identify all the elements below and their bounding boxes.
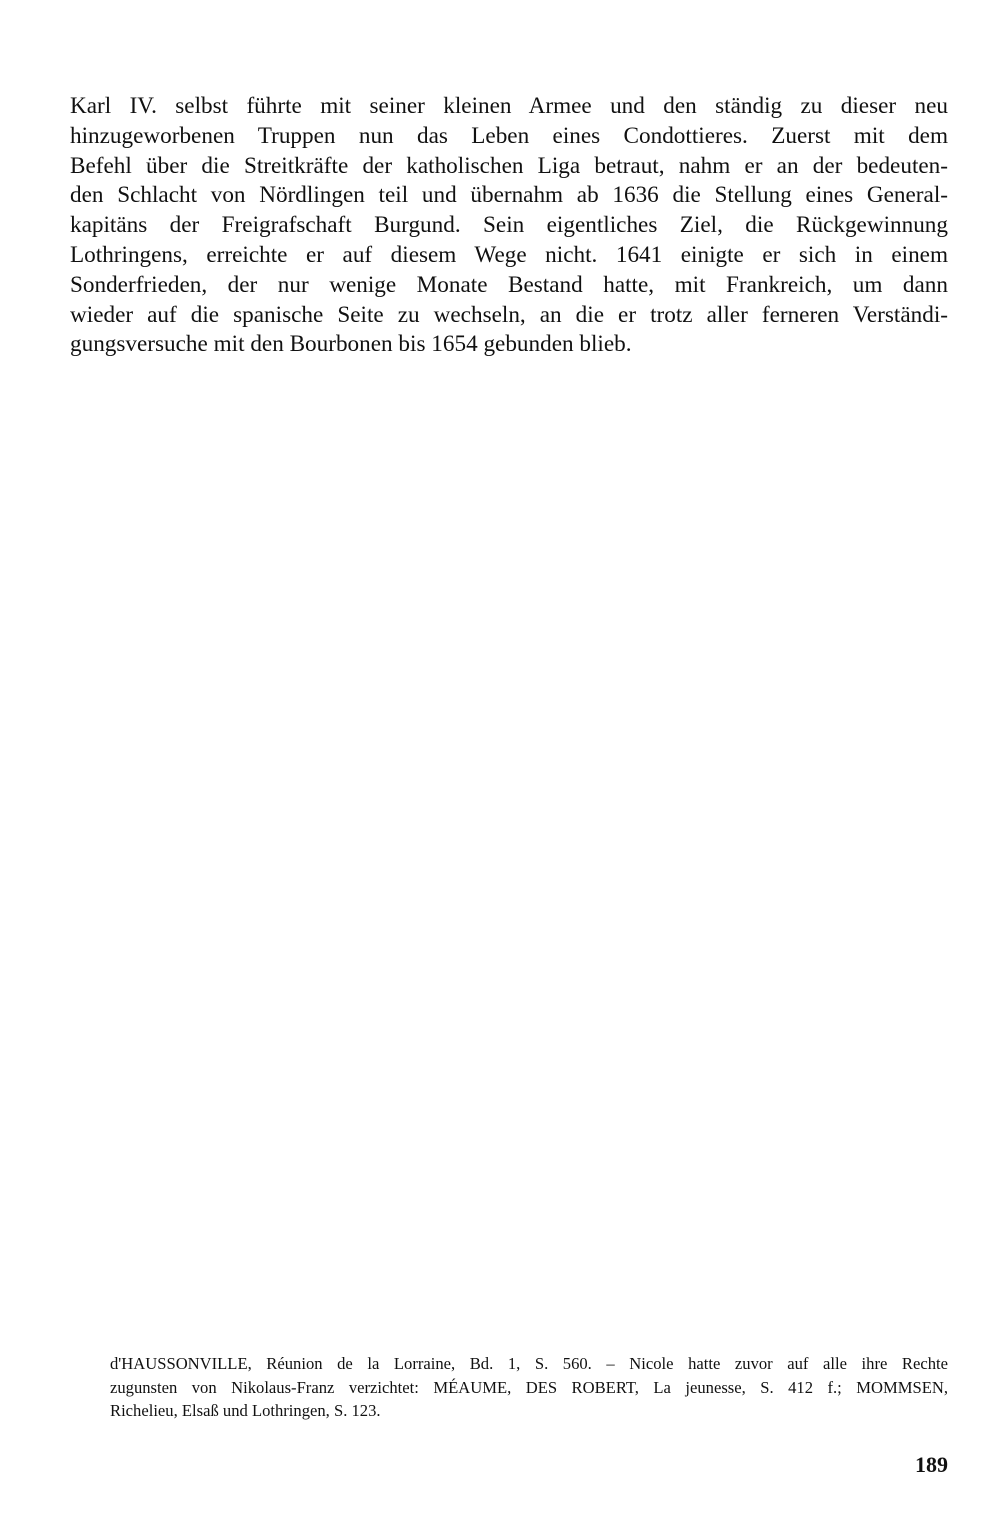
footnote-line: Richelieu, Elsaß und Lothringen, S. 123. — [110, 1401, 381, 1420]
footnote — [110, 1352, 948, 1423]
page-number: 189 — [915, 1452, 948, 1477]
footnote-line: zugunsten von Nikolaus-Franz verzichtet: MÉAUME, DES ROBERT, La jeunesse, S. 412 f.; MOMMSEN, — [110, 1377, 948, 1397]
body-paragraph — [70, 92, 948, 360]
body-line: den Schlacht von Nördlingen teil und übernahm ab 1636 die Stellung eines General- — [70, 182, 948, 209]
body-line: Sonderfrieden, der nur wenige Monate Bestand hatte, mit Frankreich, um dann — [70, 271, 948, 298]
body-line: wieder auf die spanische Seite zu wechseln, an die er trotz aller ferneren Verständi- — [70, 301, 948, 328]
body-line: Karl IV. selbst führte mit seiner kleinen Armee und den ständig zu dieser neu — [70, 93, 948, 119]
body-line: Befehl über die Streitkräfte der katholischen Liga betraut, nahm er an der bedeuten- — [70, 152, 948, 179]
body-line: Lothringens, erreichte er auf diesem Wege nicht. 1641 einigte er sich in einem — [70, 241, 948, 268]
footnote-line: d'HAUSSONVILLE, Réunion de la Lorraine, Bd. 1, S. 560. – Nicole hatte zuvor auf alle ihre Rechte — [110, 1354, 948, 1373]
body-line: gungsversuche mit den Bourbonen bis 1654 gebunden blieb. — [70, 331, 632, 358]
body-line: hinzugeworbenen Truppen nun das Leben eines Condottieres. Zuerst mit dem — [70, 122, 948, 149]
body-line: kapitäns der Freigrafschaft Burgund. Sein eigentliches Ziel, die Rückgewinnung — [70, 212, 948, 239]
